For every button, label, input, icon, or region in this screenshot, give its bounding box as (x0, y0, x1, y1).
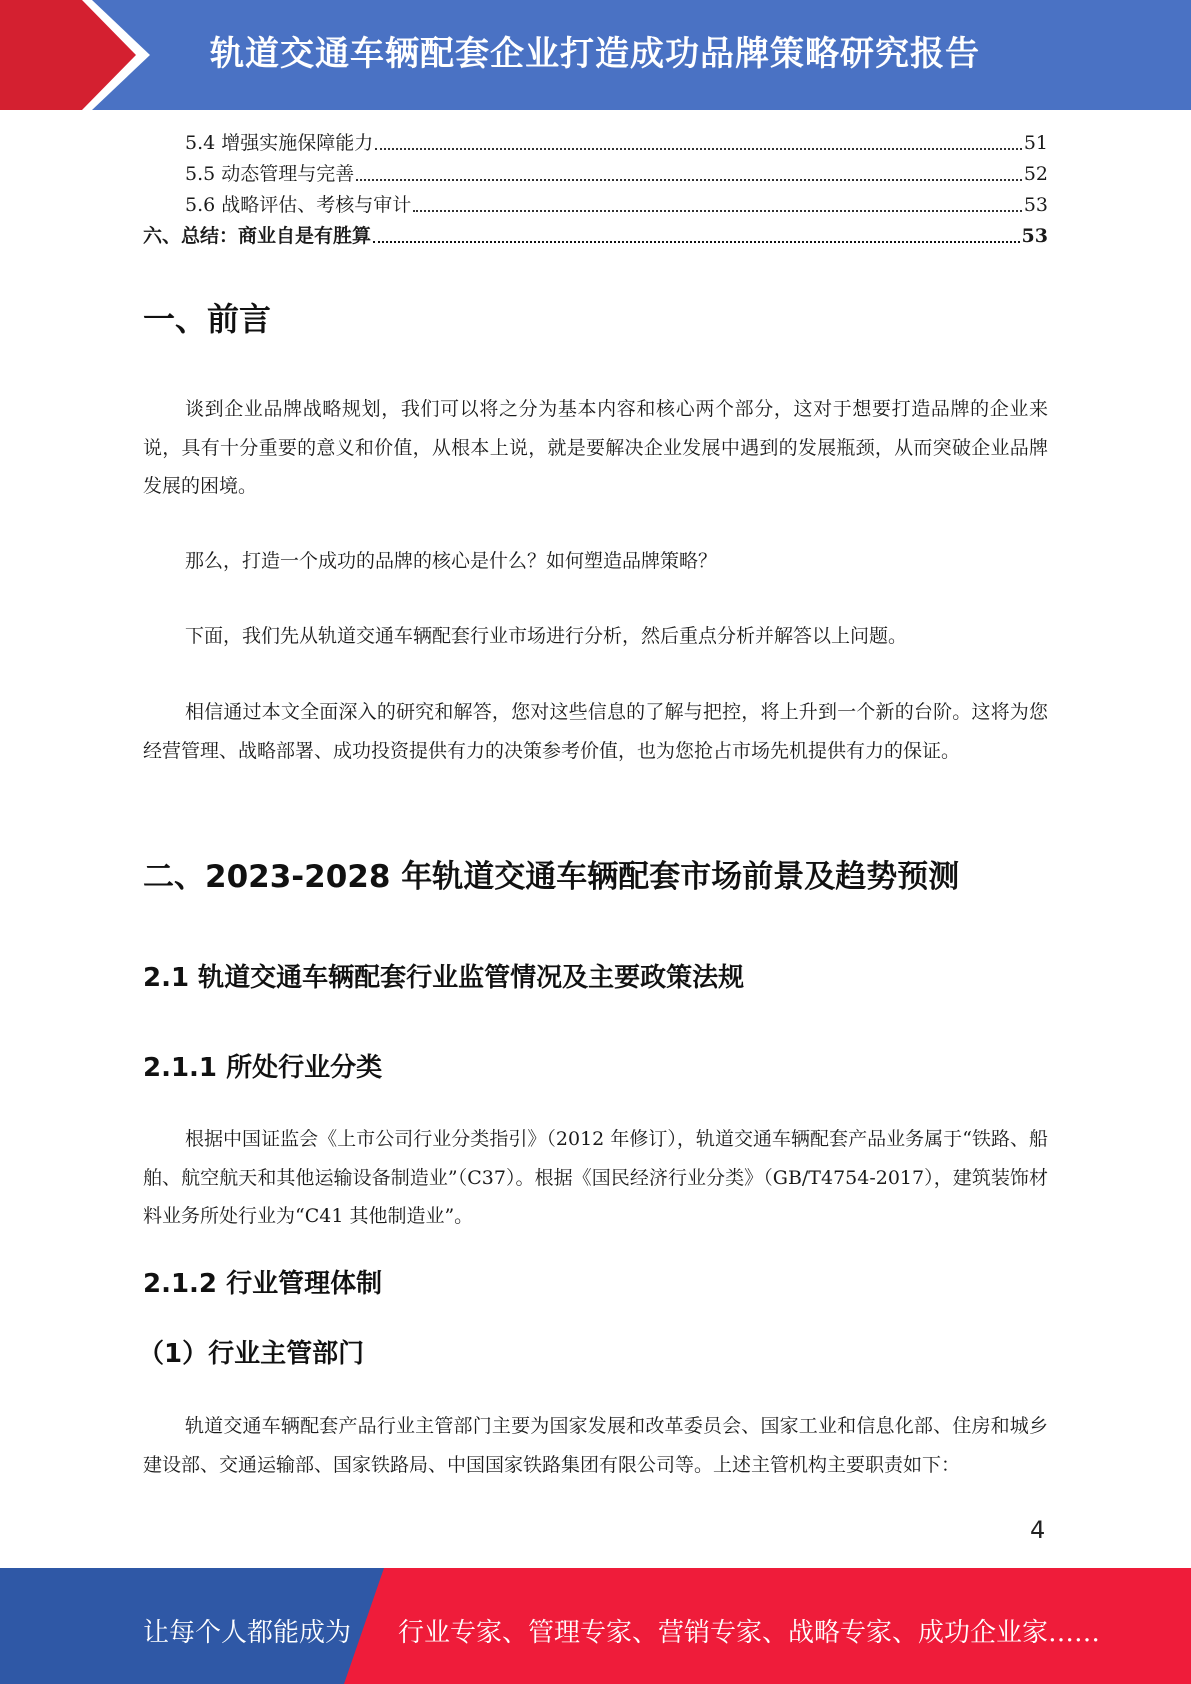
toc-leader (413, 210, 1022, 212)
toc-entry-label: 六、总结：商业自是有胜算 (143, 225, 372, 247)
toc-entry-label: 5.5 动态管理与完善 (185, 163, 355, 185)
subsection-heading: （1）行业主管部门 (138, 1339, 365, 1369)
subsection-heading: 2.1.2 行业管理体制 (143, 1269, 383, 1299)
toc-leader (356, 179, 1022, 181)
toc-leader (375, 148, 1022, 150)
toc-leader (373, 241, 1020, 243)
toc-entry-label: 5.4 增强实施保障能力 (185, 132, 374, 154)
footer-slogan-right: 行业专家、管理专家、营销专家、战略专家、成功企业家…… (398, 1618, 1101, 1648)
paragraph: 相信通过本文全面深入的研究和解答，您对这些信息的了解与把控，将上升到一个新的台阶。这将为您经营管理、战略部署、成功投资提供有力的决策参考价值，也为您抢占市场先机提供有力的保证。 (143, 701, 1048, 762)
toc-entry-label: 5.6 战略评估、考核与审计 (185, 194, 412, 216)
page-number: 4 (1030, 1516, 1046, 1544)
paragraph: 那么，打造一个成功的品牌的核心是什么？如何塑造品牌策略？ (185, 550, 718, 572)
toc-entry[interactable] (143, 128, 1048, 158)
paragraph: 轨道交通车辆配套产品行业主管部门主要为国家发展和改革委员会、国家工业和信息化部、住房和城乡建设部、交通运输部、国家铁路局、中国国家铁路集团有限公司等。上述主管机构主要职责如下： (143, 1415, 1048, 1476)
subsection-heading: 2.1 轨道交通车辆配套行业监管情况及主要政策法规 (143, 963, 745, 993)
paragraph: 下面，我们先从轨道交通车辆配套行业市场进行分析，然后重点分析并解答以上问题。 (185, 625, 908, 647)
footer-slogan-left: 让每个人都能成为 (143, 1618, 352, 1648)
toc-entry-page: 53 (1021, 225, 1048, 247)
header-red-chevron (0, 0, 150, 110)
toc-entry[interactable] (143, 190, 1048, 220)
toc-entry[interactable] (143, 221, 1048, 251)
toc-entry[interactable] (143, 159, 1048, 189)
paragraph: 根据中国证监会《上市公司行业分类指引》（2012 年修订），轨道交通车辆配套产品业务属于“铁路、船舶、航空航天和其他运输设备制造业”（C37）。根据《国民经济行业分类》（GB/T4754-2017），建筑装饰材料业务所处行业为“C41 其他制造业”。 (143, 1128, 1048, 1227)
paragraph: 谈到企业品牌战略规划，我们可以将之分为基本内容和核心两个部分，这对于想要打造品牌的企业来说，具有十分重要的意义和价值，从根本上说，就是要解决企业发展中遇到的发展瓶颈，从而突破企业品牌发展的困境。 (143, 398, 1048, 497)
subsection-heading: 2.1.1 所处行业分类 (143, 1053, 383, 1083)
toc-entry-page: 51 (1023, 132, 1048, 154)
toc-entry-page: 53 (1023, 194, 1048, 216)
chapter-heading: 二、2023-2028 年轨道交通车辆配套市场前景及趋势预测 (143, 859, 960, 895)
toc-entry-page: 52 (1023, 163, 1048, 185)
section-heading: 一、前言 (143, 300, 272, 338)
report-title: 轨道交通车辆配套企业打造成功品牌策略研究报告 (210, 34, 980, 74)
